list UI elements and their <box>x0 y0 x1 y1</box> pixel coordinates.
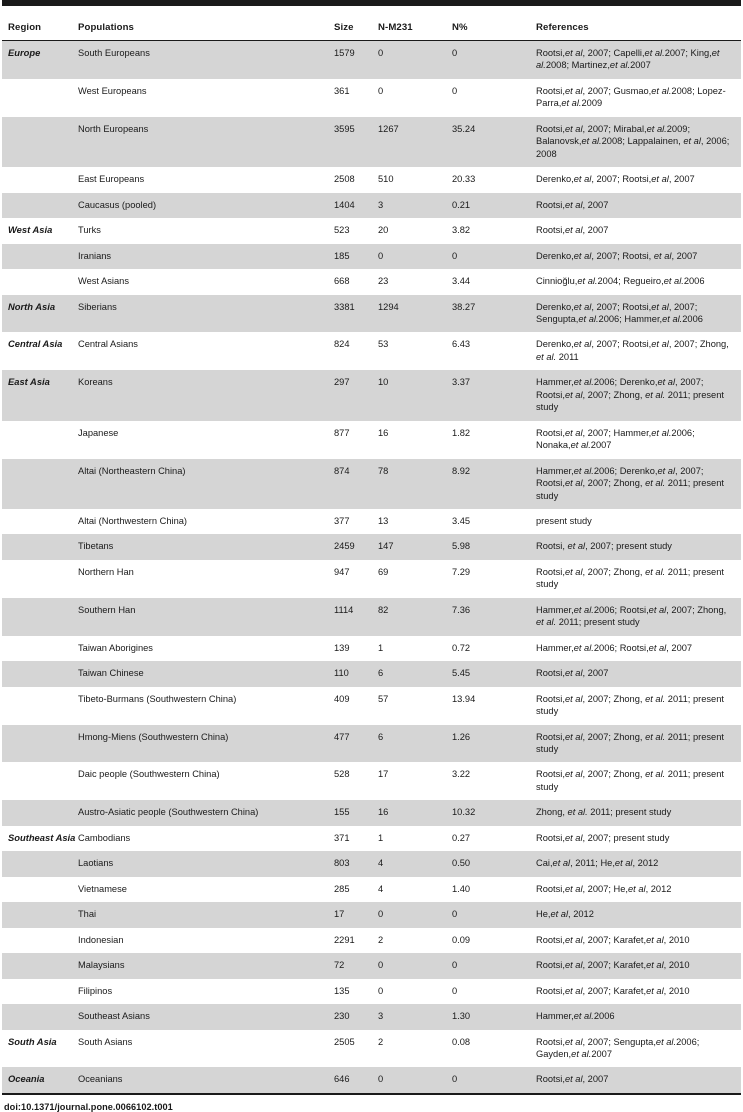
cell-npercent: 0 <box>446 41 530 79</box>
cell-size: 371 <box>328 826 372 852</box>
cell-npercent: 0.21 <box>446 193 530 218</box>
cell-region <box>2 800 72 825</box>
cell-npercent: 7.36 <box>446 598 530 636</box>
table-row <box>2 167 741 192</box>
cell-region: Oceania <box>2 1067 72 1093</box>
cell-references: Rootsi,et al, 2007; Sengupta,et al.2006; Gayden,et al.2007 <box>530 1030 741 1068</box>
cell-nm231: 2 <box>372 928 446 953</box>
cell-nm231: 6 <box>372 661 446 686</box>
cell-nm231: 0 <box>372 979 446 1004</box>
cell-nm231: 53 <box>372 332 446 370</box>
cell-region <box>2 877 72 902</box>
table-row <box>2 877 741 902</box>
cell-region: North Asia <box>2 295 72 333</box>
header-spacer <box>0 6 743 20</box>
cell-npercent: 35.24 <box>446 117 530 167</box>
cell-references: Derenko,et al, 2007; Rootsi,et al, 2007 <box>530 167 741 192</box>
table-row <box>2 79 741 117</box>
cell-nm231: 1 <box>372 826 446 852</box>
table-row <box>2 800 741 825</box>
cell-region <box>2 636 72 661</box>
cell-population: Northern Han <box>72 560 328 598</box>
cell-npercent: 1.40 <box>446 877 530 902</box>
table-row <box>2 1030 741 1068</box>
cell-nm231: 82 <box>372 598 446 636</box>
cell-population: South Asians <box>72 1030 328 1068</box>
cell-region <box>2 560 72 598</box>
cell-region: South Asia <box>2 1030 72 1068</box>
table-row <box>2 953 741 978</box>
cell-population: Laotians <box>72 851 328 876</box>
cell-nm231: 69 <box>372 560 446 598</box>
header-row <box>2 20 741 41</box>
cell-region <box>2 725 72 763</box>
cell-population: Cambodians <box>72 826 328 852</box>
cell-population: Central Asians <box>72 332 328 370</box>
table-row <box>2 1067 741 1093</box>
cell-references: present study <box>530 509 741 534</box>
cell-region <box>2 762 72 800</box>
cell-nm231: 16 <box>372 421 446 459</box>
column-header-region: Region <box>2 20 72 41</box>
cell-nm231: 13 <box>372 509 446 534</box>
cell-region <box>2 979 72 1004</box>
cell-region <box>2 687 72 725</box>
table-row <box>2 41 741 79</box>
cell-nm231: 57 <box>372 687 446 725</box>
cell-region <box>2 851 72 876</box>
cell-population: Vietnamese <box>72 877 328 902</box>
cell-size: 135 <box>328 979 372 1004</box>
cell-npercent: 38.27 <box>446 295 530 333</box>
cell-size: 523 <box>328 218 372 244</box>
cell-npercent: 0.50 <box>446 851 530 876</box>
cell-region <box>2 167 72 192</box>
cell-npercent: 0.72 <box>446 636 530 661</box>
cell-region <box>2 459 72 509</box>
cell-npercent: 0.08 <box>446 1030 530 1068</box>
cell-population: Daic people (Southwestern China) <box>72 762 328 800</box>
cell-nm231: 17 <box>372 762 446 800</box>
cell-npercent: 0 <box>446 1067 530 1093</box>
cell-size: 185 <box>328 244 372 269</box>
cell-npercent: 1.82 <box>446 421 530 459</box>
table-row <box>2 218 741 244</box>
cell-npercent: 0 <box>446 902 530 927</box>
cell-nm231: 4 <box>372 877 446 902</box>
table-row <box>2 661 741 686</box>
table-body <box>2 41 741 1094</box>
cell-size: 528 <box>328 762 372 800</box>
table-row <box>2 332 741 370</box>
table-row <box>2 560 741 598</box>
cell-region <box>2 598 72 636</box>
cell-npercent: 0 <box>446 979 530 1004</box>
cell-population: Caucasus (pooled) <box>72 193 328 218</box>
cell-size: 155 <box>328 800 372 825</box>
cell-population: Tibetans <box>72 534 328 559</box>
cell-region <box>2 269 72 294</box>
cell-population: Turks <box>72 218 328 244</box>
cell-references: Rootsi,et al, 2007 <box>530 218 741 244</box>
cell-population: Siberians <box>72 295 328 333</box>
cell-population: North Europeans <box>72 117 328 167</box>
cell-npercent: 7.29 <box>446 560 530 598</box>
cell-region <box>2 117 72 167</box>
cell-size: 361 <box>328 79 372 117</box>
cell-references: Rootsi,et al, 2007; Karafet,et al, 2010 <box>530 953 741 978</box>
cell-population: Thai <box>72 902 328 927</box>
cell-nm231: 10 <box>372 370 446 420</box>
populations-table <box>2 20 741 1093</box>
table-row <box>2 979 741 1004</box>
cell-size: 72 <box>328 953 372 978</box>
cell-size: 803 <box>328 851 372 876</box>
cell-region <box>2 509 72 534</box>
cell-references: Rootsi,et al, 2007 <box>530 661 741 686</box>
table-row <box>2 459 741 509</box>
cell-references: Hammer,et al.2006; Derenko,et al, 2007; Rootsi,et al, 2007; Zhong, et al. 2011; present study <box>530 370 741 420</box>
cell-size: 668 <box>328 269 372 294</box>
table-row <box>2 244 741 269</box>
cell-npercent: 1.30 <box>446 1004 530 1029</box>
cell-population: Southeast Asians <box>72 1004 328 1029</box>
cell-references: Derenko,et al, 2007; Rootsi,et al, 2007; Sengupta,et al.2006; Hammer,et al.2006 <box>530 295 741 333</box>
table-row <box>2 598 741 636</box>
cell-size: 874 <box>328 459 372 509</box>
cell-size: 947 <box>328 560 372 598</box>
table-row <box>2 725 741 763</box>
cell-references: Rootsi,et al, 2007; Gusmao,et al.2008; Lopez-Parra,et al.2009 <box>530 79 741 117</box>
table-row <box>2 1004 741 1029</box>
cell-nm231: 3 <box>372 193 446 218</box>
table-row <box>2 193 741 218</box>
cell-references: Zhong, et al. 2011; present study <box>530 800 741 825</box>
cell-region <box>2 902 72 927</box>
cell-npercent: 3.82 <box>446 218 530 244</box>
table-doi-footer: doi:10.1371/journal.pone.0066102.t001 <box>4 1101 173 1112</box>
table-row <box>2 928 741 953</box>
cell-population: Indonesian <box>72 928 328 953</box>
cell-size: 409 <box>328 687 372 725</box>
column-header-size: Size <box>328 20 372 41</box>
cell-nm231: 0 <box>372 41 446 79</box>
cell-nm231: 4 <box>372 851 446 876</box>
cell-references: Rootsi,et al, 2007; Capelli,et al.2007; King,et al.2008; Martinez,et al.2007 <box>530 41 741 79</box>
cell-references: Rootsi,et al, 2007; present study <box>530 826 741 852</box>
cell-size: 285 <box>328 877 372 902</box>
cell-population: Southern Han <box>72 598 328 636</box>
cell-nm231: 6 <box>372 725 446 763</box>
cell-region <box>2 193 72 218</box>
cell-references: Cai,et al, 2011; He,et al, 2012 <box>530 851 741 876</box>
cell-npercent: 3.45 <box>446 509 530 534</box>
cell-size: 1579 <box>328 41 372 79</box>
cell-npercent: 5.98 <box>446 534 530 559</box>
cell-npercent: 0.27 <box>446 826 530 852</box>
cell-size: 877 <box>328 421 372 459</box>
cell-nm231: 0 <box>372 1067 446 1093</box>
cell-references: Rootsi,et al, 2007; Zhong, et al. 2011; present study <box>530 560 741 598</box>
cell-region <box>2 79 72 117</box>
cell-nm231: 147 <box>372 534 446 559</box>
cell-nm231: 0 <box>372 953 446 978</box>
cell-size: 1404 <box>328 193 372 218</box>
cell-npercent: 0 <box>446 79 530 117</box>
cell-population: Iranians <box>72 244 328 269</box>
cell-references: Hammer,et al.2006 <box>530 1004 741 1029</box>
cell-npercent: 10.32 <box>446 800 530 825</box>
cell-size: 824 <box>328 332 372 370</box>
cell-references: Rootsi,et al, 2007; Zhong, et al. 2011; present study <box>530 687 741 725</box>
table-row <box>2 421 741 459</box>
table-row <box>2 687 741 725</box>
cell-region: Central Asia <box>2 332 72 370</box>
cell-population: Taiwan Aborigines <box>72 636 328 661</box>
cell-npercent: 0 <box>446 244 530 269</box>
cell-region: East Asia <box>2 370 72 420</box>
cell-region <box>2 928 72 953</box>
cell-npercent: 6.43 <box>446 332 530 370</box>
cell-references: Rootsi,et al, 2007; Karafet,et al, 2010 <box>530 928 741 953</box>
table-row <box>2 509 741 534</box>
cell-population: Tibeto-Burmans (Southwestern China) <box>72 687 328 725</box>
cell-nm231: 1267 <box>372 117 446 167</box>
cell-size: 230 <box>328 1004 372 1029</box>
cell-population: West Asians <box>72 269 328 294</box>
cell-region: Europe <box>2 41 72 79</box>
cell-nm231: 1 <box>372 636 446 661</box>
table-header <box>2 20 741 41</box>
cell-npercent: 3.44 <box>446 269 530 294</box>
cell-npercent: 20.33 <box>446 167 530 192</box>
cell-npercent: 0 <box>446 953 530 978</box>
cell-nm231: 0 <box>372 79 446 117</box>
cell-population: Hmong-Miens (Southwestern China) <box>72 725 328 763</box>
cell-references: Rootsi,et al, 2007; Mirabal,et al.2009; Balanovsk,et al.2008; Lappalainen, et al, 2006; 2008 <box>530 117 741 167</box>
column-header-npercent: N% <box>446 20 530 41</box>
cell-region: Southeast Asia <box>2 826 72 852</box>
cell-nm231: 78 <box>372 459 446 509</box>
cell-region <box>2 661 72 686</box>
cell-nm231: 1294 <box>372 295 446 333</box>
cell-npercent: 5.45 <box>446 661 530 686</box>
cell-region <box>2 421 72 459</box>
table-row <box>2 370 741 420</box>
cell-population: Filipinos <box>72 979 328 1004</box>
cell-population: Altai (Northeastern China) <box>72 459 328 509</box>
cell-size: 139 <box>328 636 372 661</box>
cell-population: Koreans <box>72 370 328 420</box>
cell-nm231: 16 <box>372 800 446 825</box>
cell-references: Hammer,et al.2006; Rootsi,et al, 2007; Zhong, et al. 2011; present study <box>530 598 741 636</box>
cell-nm231: 2 <box>372 1030 446 1068</box>
cell-references: Rootsi,et al, 2007; He,et al, 2012 <box>530 877 741 902</box>
cell-nm231: 23 <box>372 269 446 294</box>
table-row <box>2 762 741 800</box>
table-row <box>2 117 741 167</box>
cell-npercent: 3.37 <box>446 370 530 420</box>
cell-references: Derenko,et al, 2007; Rootsi,et al, 2007; Zhong, et al. 2011 <box>530 332 741 370</box>
cell-region: West Asia <box>2 218 72 244</box>
table-row <box>2 269 741 294</box>
cell-size: 2459 <box>328 534 372 559</box>
cell-region <box>2 1004 72 1029</box>
cell-references: Rootsi,et al, 2007; Zhong, et al. 2011; present study <box>530 725 741 763</box>
cell-size: 2508 <box>328 167 372 192</box>
table-row <box>2 534 741 559</box>
cell-npercent: 8.92 <box>446 459 530 509</box>
cell-npercent: 13.94 <box>446 687 530 725</box>
table-row <box>2 826 741 852</box>
cell-region <box>2 534 72 559</box>
cell-references: Cinnioğlu,et al.2004; Regueiro,et al.2006 <box>530 269 741 294</box>
cell-size: 1114 <box>328 598 372 636</box>
cell-nm231: 0 <box>372 902 446 927</box>
cell-references: Rootsi,et al, 2007 <box>530 193 741 218</box>
cell-population: Austro-Asiatic people (Southwestern China) <box>72 800 328 825</box>
cell-population: Malaysians <box>72 953 328 978</box>
cell-size: 2505 <box>328 1030 372 1068</box>
column-header-populations: Populations <box>72 20 328 41</box>
cell-size: 17 <box>328 902 372 927</box>
cell-npercent: 0.09 <box>446 928 530 953</box>
table-row <box>2 902 741 927</box>
cell-population: Oceanians <box>72 1067 328 1093</box>
cell-population: Japanese <box>72 421 328 459</box>
cell-region <box>2 953 72 978</box>
cell-population: East Europeans <box>72 167 328 192</box>
cell-population: South Europeans <box>72 41 328 79</box>
cell-population: Taiwan Chinese <box>72 661 328 686</box>
table-row <box>2 636 741 661</box>
cell-npercent: 3.22 <box>446 762 530 800</box>
cell-nm231: 20 <box>372 218 446 244</box>
cell-size: 297 <box>328 370 372 420</box>
cell-references: Rootsi,et al, 2007; Karafet,et al, 2010 <box>530 979 741 1004</box>
cell-references: He,et al, 2012 <box>530 902 741 927</box>
cell-references: Hammer,et al.2006; Rootsi,et al, 2007 <box>530 636 741 661</box>
cell-size: 2291 <box>328 928 372 953</box>
cell-nm231: 0 <box>372 244 446 269</box>
cell-size: 646 <box>328 1067 372 1093</box>
cell-references: Rootsi,et al, 2007; Zhong, et al. 2011; present study <box>530 762 741 800</box>
column-header-nm231: N-M231 <box>372 20 446 41</box>
cell-references: Hammer,et al.2006; Derenko,et al, 2007; Rootsi,et al, 2007; Zhong, et al. 2011; present study <box>530 459 741 509</box>
cell-references: Derenko,et al, 2007; Rootsi, et al, 2007 <box>530 244 741 269</box>
cell-size: 3381 <box>328 295 372 333</box>
cell-nm231: 510 <box>372 167 446 192</box>
cell-size: 477 <box>328 725 372 763</box>
column-header-references: References <box>530 20 741 41</box>
cell-population: West Europeans <box>72 79 328 117</box>
cell-nm231: 3 <box>372 1004 446 1029</box>
cell-size: 110 <box>328 661 372 686</box>
cell-npercent: 1.26 <box>446 725 530 763</box>
table-row <box>2 851 741 876</box>
cell-references: Rootsi, et al, 2007; present study <box>530 534 741 559</box>
cell-references: Rootsi,et al, 2007; Hammer,et al.2006; Nonaka,et al.2007 <box>530 421 741 459</box>
cell-size: 3595 <box>328 117 372 167</box>
cell-size: 377 <box>328 509 372 534</box>
cell-region <box>2 244 72 269</box>
cell-population: Altai (Northwestern China) <box>72 509 328 534</box>
table-row <box>2 295 741 333</box>
cell-references: Rootsi,et al, 2007 <box>530 1067 741 1093</box>
